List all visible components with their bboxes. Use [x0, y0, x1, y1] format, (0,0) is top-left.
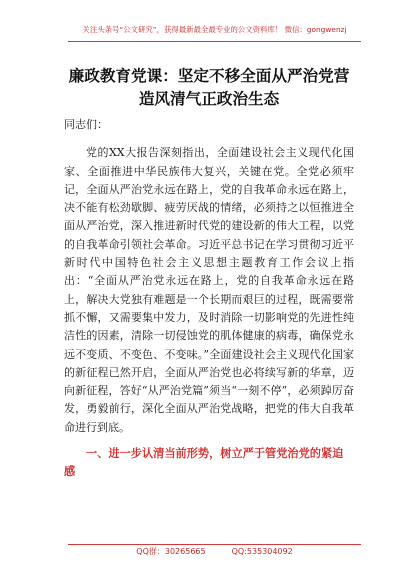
footer-qq: QQ:535304092 [231, 547, 293, 556]
footer-contact [68, 546, 361, 558]
section-heading-1: 一、进一步认清当前形势，树立严于管党治党的紧迫感 [64, 447, 344, 478]
footer-rule [68, 544, 361, 545]
paragraph-1: 党的XX大报告深刻指出，全面建设社会主义现代化国家、全面推进中华民族伟大复兴，关键在党。全党必须牢记，全面从严治党永远在路上，党的自我革命永远在路上，决不能有松劲歇脚、疲劳厌战的情绪，必须持之以恒推进全面从严治党，深入推进新时代党的建设新的伟大工程，以党的自我革命引领社会革命。习近平总书记在学习贯彻习近平新时代中国特色社会主义思想主题教育工作会议上指出：“全面从严治党永远在路上，党的自我革命永远在路上，解决大党独有难题是一个长期而艰巨的过程，既需要常抓不懈，又需要集中发力，及时消除一切影响党的先进性纯洁性的因素，清除一切侵蚀党的肌体健康的病毒，确保党永远不变质、不变色、不变味。”全面建设社会主义现代化国家的新征程已然开启，全面从严治党也必将续写新的华章，迈向新征程，答好“从严治党篇”须当“一刻不停”，必须踔厉奋发，勇毅前行，深化全面从严治党战略，把党的伟大自我革命进行到底。 [64, 146, 354, 434]
document-title: 廉政教育党课：坚定不移全面从严治党营造风清气正政治生态 [68, 66, 350, 108]
header-banner: 关注头条号“公文研究”，获得最新最全最专业的公文资料库！ 微信：gongwenzj [68, 23, 361, 42]
document-body [64, 116, 354, 480]
salutation: 同志们： [64, 118, 108, 131]
footer-qq-group: QQ群：30265665 [136, 547, 206, 556]
